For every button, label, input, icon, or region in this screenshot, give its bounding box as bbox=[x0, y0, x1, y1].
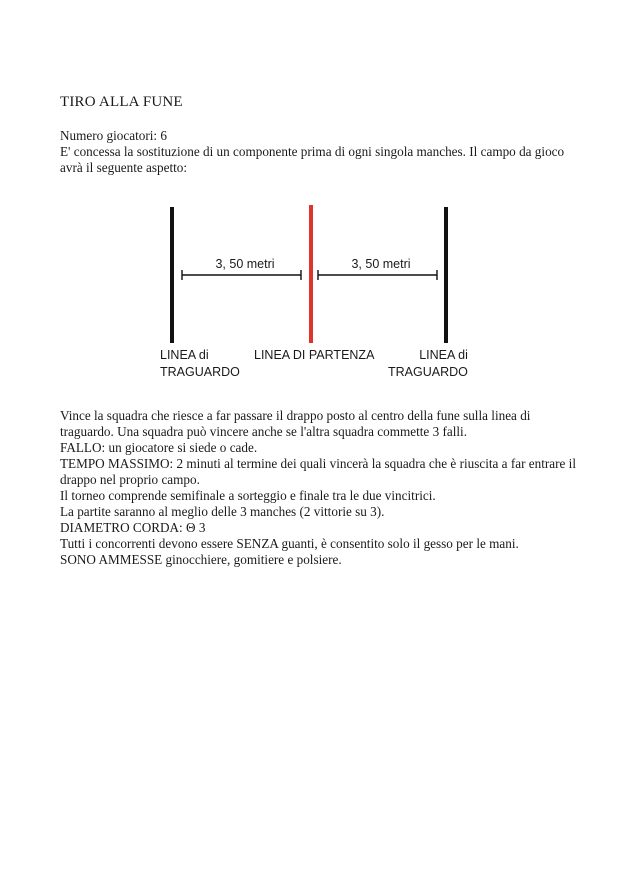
left-finish-label-line1: LINEA di bbox=[160, 348, 209, 362]
rule-allowed-gear: SONO AMMESSE ginocchiere, gomitiere e polsiere. bbox=[60, 552, 342, 567]
intro-section bbox=[60, 128, 570, 176]
rule-tournament: Il torneo comprende semifinale a sorteggio e finale tra le due vincitrici. bbox=[60, 488, 436, 503]
right-distance-arrow bbox=[318, 270, 437, 280]
rule-victory: Vince la squadra che riesce a far passare il drappo posto al centro della fune sulla linea di traguardo. Una squadra può vincere anche se l'altra squadra commette 3 falli. bbox=[60, 408, 531, 439]
players-count: Numero giocatori: 6 bbox=[60, 128, 167, 143]
rule-max-time: TEMPO MASSIMO: 2 minuti al termine dei quali vincerà la squadra che è riuscita a far entrare il drappo nel proprio campo. bbox=[60, 456, 576, 487]
right-finish-label bbox=[388, 347, 468, 381]
right-finish-label-line2: TRAGUARDO bbox=[388, 365, 468, 379]
right-finish-label-line1: LINEA di bbox=[419, 348, 468, 362]
rule-gloves: Tutti i concorrenti devono essere SENZA guanti, è consentito solo il gesso per le mani. bbox=[60, 536, 519, 551]
start-line-label: LINEA DI PARTENZA bbox=[254, 348, 375, 362]
rule-best-of: La partite saranno al meglio delle 3 manches (2 vittorie su 3). bbox=[60, 504, 385, 519]
rule-rope-diameter: DIAMETRO CORDA: Θ 3 bbox=[60, 520, 206, 535]
rules-section bbox=[60, 408, 580, 568]
right-distance-label: 3, 50 metri bbox=[351, 257, 411, 271]
field-diagram-graphic bbox=[0, 195, 620, 395]
left-distance-arrow bbox=[182, 270, 301, 280]
field-diagram bbox=[0, 195, 620, 395]
rule-foul: FALLO: un giocatore si siede o cade. bbox=[60, 440, 258, 455]
left-distance-label: 3, 50 metri bbox=[215, 257, 275, 271]
left-finish-label-line2: TRAGUARDO bbox=[160, 365, 240, 379]
document-title: TIRO ALLA FUNE bbox=[60, 94, 183, 110]
left-finish-label bbox=[160, 347, 240, 381]
intro-text: E' concessa la sostituzione di un componente prima di ogni singola manches. Il campo da gioco avrà il seguente aspetto: bbox=[60, 144, 565, 175]
